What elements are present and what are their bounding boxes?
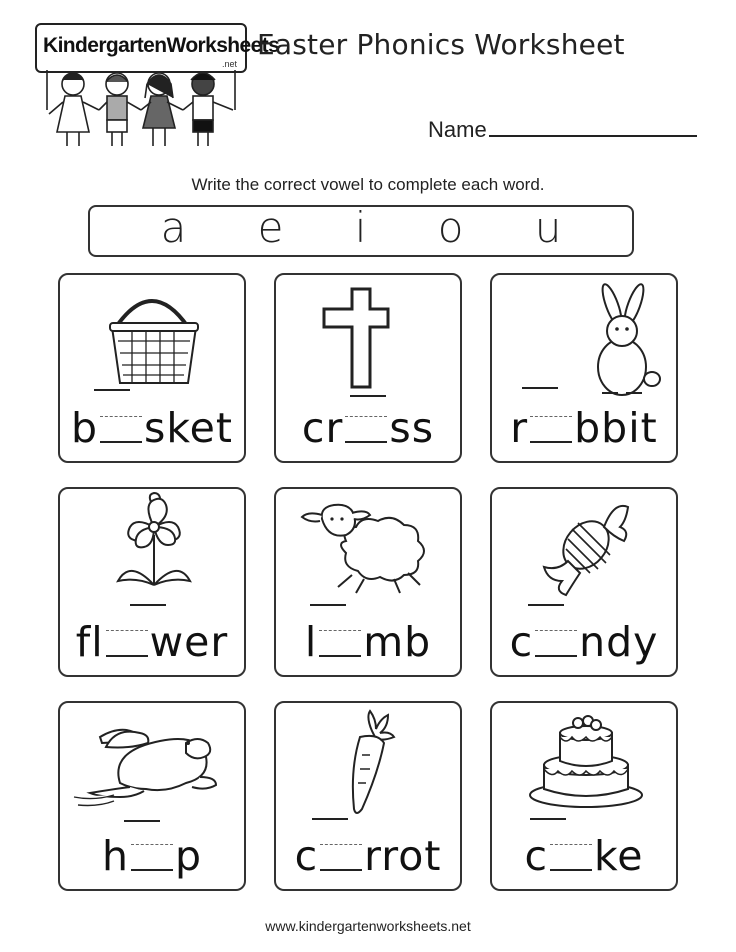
answer-line xyxy=(528,604,564,606)
word-start: h xyxy=(101,832,129,880)
word-start: cr xyxy=(301,404,344,452)
logo-suffix: .net xyxy=(221,59,237,69)
vowel-blank[interactable] xyxy=(319,628,361,656)
word xyxy=(492,404,676,452)
vowel-blank[interactable] xyxy=(550,842,592,870)
word xyxy=(276,618,460,666)
footer-url: www.kindergartenworksheets.net xyxy=(265,918,471,934)
vowel-blank[interactable] xyxy=(530,414,572,442)
word-end: sket xyxy=(144,404,233,452)
vowel-bank xyxy=(88,205,634,257)
name-label: Name xyxy=(428,117,487,142)
vowel-blank[interactable] xyxy=(106,628,148,656)
logo-sign xyxy=(35,23,280,73)
word-card-cross xyxy=(274,273,462,463)
answer-line xyxy=(124,820,160,822)
word xyxy=(60,832,244,880)
word-start: c xyxy=(524,832,549,880)
word-start: c xyxy=(294,832,319,880)
logo-text: KindergartenWorksheets xyxy=(43,34,280,57)
kids-illustration xyxy=(35,70,247,150)
vowel-u: u xyxy=(534,203,562,252)
word-card-hop xyxy=(58,701,246,891)
word-end: ss xyxy=(389,404,435,452)
word xyxy=(276,404,460,452)
answer-line xyxy=(94,389,130,391)
word-end: bbit xyxy=(574,404,658,452)
vowel-a: a xyxy=(160,203,187,252)
vowel-blank[interactable] xyxy=(131,842,173,870)
vowel-o: o xyxy=(437,203,464,252)
word-end: mb xyxy=(363,618,432,666)
word-card-candy xyxy=(490,487,678,677)
vowel-blank[interactable] xyxy=(535,628,577,656)
word xyxy=(60,404,244,452)
word-end: ndy xyxy=(579,618,659,666)
answer-line xyxy=(310,604,346,606)
word-end: wer xyxy=(149,618,229,666)
vowel-i: i xyxy=(354,203,367,252)
word-start: fl xyxy=(75,618,104,666)
word xyxy=(492,832,676,880)
word-card-basket xyxy=(58,273,246,463)
word-card-rabbit xyxy=(490,273,678,463)
word-start: c xyxy=(509,618,534,666)
word-card-flower xyxy=(58,487,246,677)
logo xyxy=(35,15,280,150)
page-title: Easter Phonics Worksheet xyxy=(257,28,625,61)
name-line[interactable] xyxy=(489,115,697,137)
word-start: l xyxy=(304,618,318,666)
word xyxy=(60,618,244,666)
instruction: Write the correct vowel to complete each word. xyxy=(191,175,545,194)
vowel-blank[interactable] xyxy=(345,414,387,442)
word-end: p xyxy=(174,832,203,880)
word-end: ke xyxy=(594,832,644,880)
answer-line xyxy=(530,818,566,820)
vowel-blank[interactable] xyxy=(320,842,362,870)
word xyxy=(276,832,460,880)
vowel-e: e xyxy=(257,203,284,252)
name-field[interactable] xyxy=(428,115,697,143)
word-start: b xyxy=(71,404,99,452)
answer-line xyxy=(350,395,386,397)
answer-line xyxy=(312,818,348,820)
word-card-carrot xyxy=(274,701,462,891)
word-card-lamb xyxy=(274,487,462,677)
word-start: r xyxy=(510,404,529,452)
vowel-blank[interactable] xyxy=(100,414,142,442)
word-card-cake xyxy=(490,701,678,891)
word xyxy=(492,618,676,666)
answer-line xyxy=(522,387,558,389)
answer-line xyxy=(130,604,166,606)
word-end: rrot xyxy=(364,832,442,880)
